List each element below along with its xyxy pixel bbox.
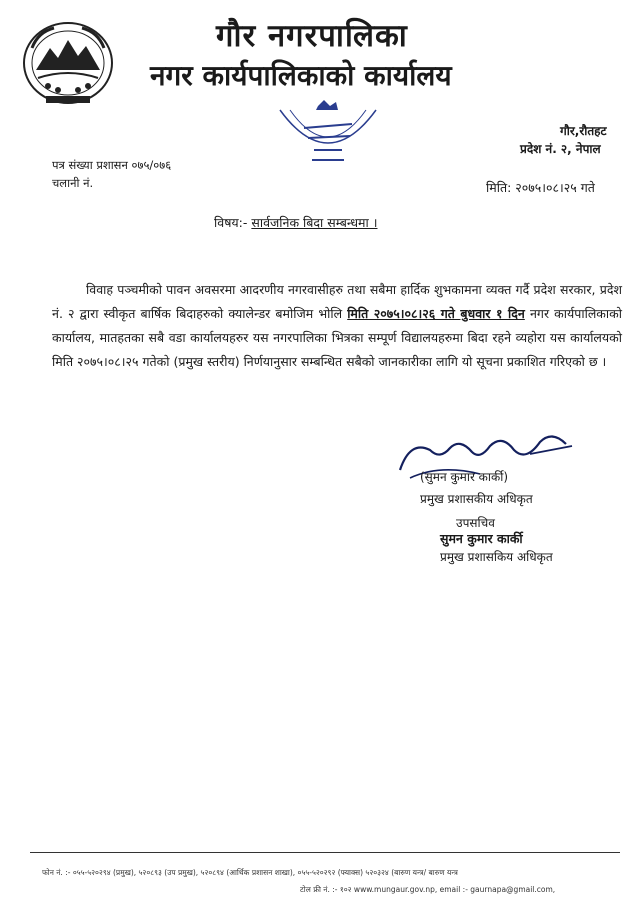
letter-subject [214,214,377,231]
office-subtitle: नगर कार्यपालिकाको कार्यालय [150,59,452,92]
office-location: गौर,रौतहट [560,124,607,138]
subject-text: सार्वजनिक बिदा सम्बन्धमा । [251,215,378,230]
body-text-part2: नगर कार्यपालिकाको कार्यालय, मातहतका सबै वडा कार्यालयहरुर यस नगरपालिका भित्रका सम्पूर्ण विद्यालयहरुमा बिदा रहने व्यहोरा यस कार्यालयको मिति २०७५।०८।२५ गतेको (प्रमुख स्तरीय) निर्णयानुसार सम्बन्धित सबैको जानकारीका लागि यो सूचना प्रकाशित गरिएको छ । [52,306,622,369]
footer-phone-line: फोन नं. :- ०५५-५२०२९४ (प्रमुख), ५२०८९३ (उप प्रमुख), ५२०८९४ (आर्थिक प्रशासन शाखा), ०५५-५२०२९२ (फ्याक्स) ५२०३२४ (बारुण यन्त्र/ बारुण यन्त्र [42,868,458,877]
reference-number: पत्र संख्या प्रशासन ०७५/०७६ [52,158,172,172]
signatory-name: (सुमन कुमार कार्की) [420,470,508,484]
footer-divider [30,852,620,853]
office-province: प्रदेश नं. २, नेपाल [520,142,601,156]
dispatch-number: चलानी नं. [52,176,94,190]
body-text-part1: विवाह पञ्चमीको पावन अवसरमा आदरणीय नगरवासीहरु तथा सबैमा हार्दिक शुभकामना व्यक्त गर्दै प्रदेश सरकार, प्रदेश नं. २ द्वारा स्वीकृत बार्षिक बिदाहरुको क्यालेन्डर बमोजिम भोलि [52,282,622,321]
letter-body [52,278,622,374]
body-highlight-date: मिति २०७५।०८।२६ गते बुधवार १ दिन [347,306,525,321]
stamp-title: प्रमुख प्रशासकिय अधिकृत [440,550,553,564]
stamp-name: सुमन कुमार कार्की [440,531,523,546]
signatory-title: प्रमुख प्रशासकीय अधिकृत [420,492,533,506]
office-stamp-icon [268,98,388,176]
nepal-government-emblem-icon [18,18,118,108]
stamp-grade: उपसचिव [456,516,495,530]
letter-date: मिति: २०७५।०८।२५ गते [486,180,595,195]
office-title: गौर नगरपालिका [216,18,408,54]
subject-label: विषय:- [214,215,248,230]
footer-contact-line: टोल फ्री नं. :- १०२ www.mungaur.gov.np, email :- gaurnapa@gmail.com, [300,885,556,894]
